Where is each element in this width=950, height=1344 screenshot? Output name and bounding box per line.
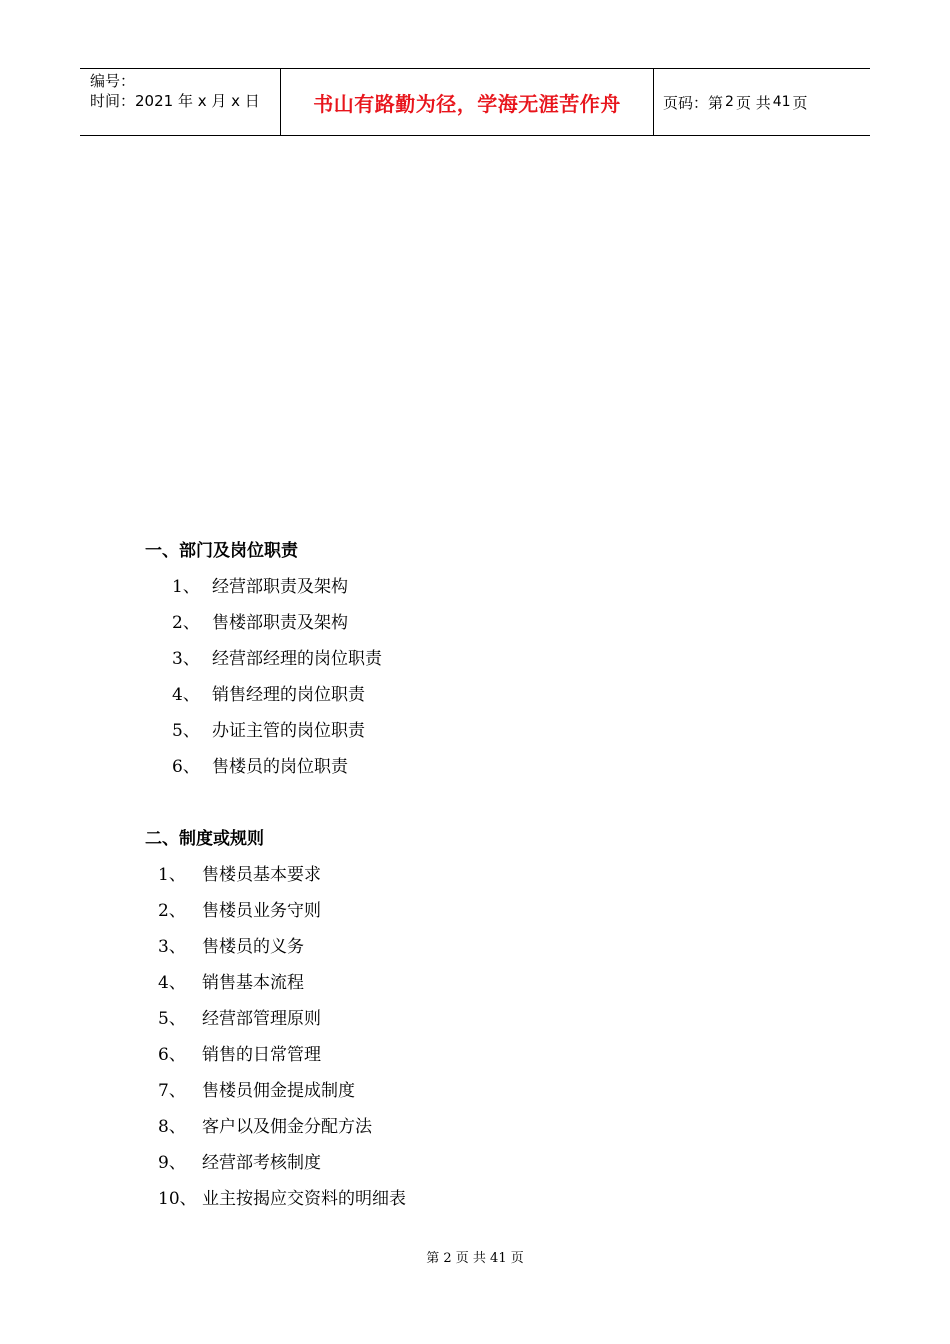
list-item-text: 经营部经理的岗位职责 xyxy=(212,649,382,669)
list-item-number: 10、 xyxy=(158,1189,197,1209)
page-header xyxy=(80,68,870,136)
list-item xyxy=(158,860,321,885)
list-item-text: 客户以及佣金分配方法 xyxy=(202,1117,372,1137)
list-item xyxy=(158,968,304,993)
page-current: 2 xyxy=(725,94,734,110)
list-item-text: 售楼员的岗位职责 xyxy=(212,757,348,777)
list-item xyxy=(158,1112,372,1137)
list-item-text: 售楼员的义务 xyxy=(202,937,304,957)
page-suffix: 页 xyxy=(792,93,808,112)
list-item xyxy=(158,1184,406,1209)
page-mid: 页 共 xyxy=(735,93,771,112)
list-item-text: 经营部管理原则 xyxy=(202,1009,321,1029)
list-item-number: 1、 xyxy=(172,577,200,597)
header-meta xyxy=(80,69,281,135)
list-item xyxy=(158,1148,321,1173)
number-label: 编号： xyxy=(90,72,136,90)
list-item-number: 1、 xyxy=(158,865,186,885)
list-item-text: 售楼员基本要求 xyxy=(202,865,321,885)
list-item-text: 售楼部职责及架构 xyxy=(212,613,348,633)
list-item-number: 9、 xyxy=(158,1153,186,1173)
list-item-text: 销售经理的岗位职责 xyxy=(212,685,365,705)
list-item-number: 4、 xyxy=(172,685,200,705)
list-item-number: 2、 xyxy=(172,613,200,633)
list-item xyxy=(172,680,365,705)
list-item-number: 6、 xyxy=(172,757,200,777)
list-item-number: 3、 xyxy=(172,649,200,669)
list-item-text: 经营部职责及架构 xyxy=(212,577,348,597)
list-item-number: 2、 xyxy=(158,901,186,921)
list-item-text: 经营部考核制度 xyxy=(202,1153,321,1173)
list-item-text: 业主按揭应交资料的明细表 xyxy=(202,1189,406,1209)
page-prefix: 页码：第 xyxy=(663,93,724,112)
list-item-text: 销售基本流程 xyxy=(202,973,304,993)
list-item xyxy=(158,896,321,921)
list-item xyxy=(158,1040,321,1065)
list-item xyxy=(158,1004,321,1029)
list-item xyxy=(172,644,382,669)
page-footer: 第 2 页 共 41 页 xyxy=(426,1251,524,1266)
time-label: 时间：2021 年 x 月 x 日 xyxy=(90,92,260,110)
list-item-number: 6、 xyxy=(158,1045,186,1065)
list-item-number: 8、 xyxy=(158,1117,186,1137)
section-title-1: 一、部门及岗位职责 xyxy=(145,541,298,561)
header-motto: 书山有路勤为径，学海无涯苦作舟 xyxy=(281,69,654,135)
list-item-text: 售楼员佣金提成制度 xyxy=(202,1081,355,1101)
list-item-number: 5、 xyxy=(172,721,200,741)
list-item-number: 4、 xyxy=(158,973,186,993)
list-item-number: 7、 xyxy=(158,1081,186,1101)
list-item xyxy=(172,572,348,597)
list-item-text: 售楼员业务守则 xyxy=(202,901,321,921)
section-title-2: 二、制度或规则 xyxy=(145,829,264,849)
list-item xyxy=(172,752,348,777)
list-item-number: 5、 xyxy=(158,1009,186,1029)
list-item xyxy=(158,932,304,957)
list-item xyxy=(172,608,348,633)
list-item-text: 办证主管的岗位职责 xyxy=(212,721,365,741)
page-total: 41 xyxy=(772,94,791,110)
list-item xyxy=(158,1076,355,1101)
list-item xyxy=(172,716,365,741)
header-page-info xyxy=(654,69,870,135)
list-item-text: 销售的日常管理 xyxy=(202,1045,321,1065)
list-item-number: 3、 xyxy=(158,937,186,957)
